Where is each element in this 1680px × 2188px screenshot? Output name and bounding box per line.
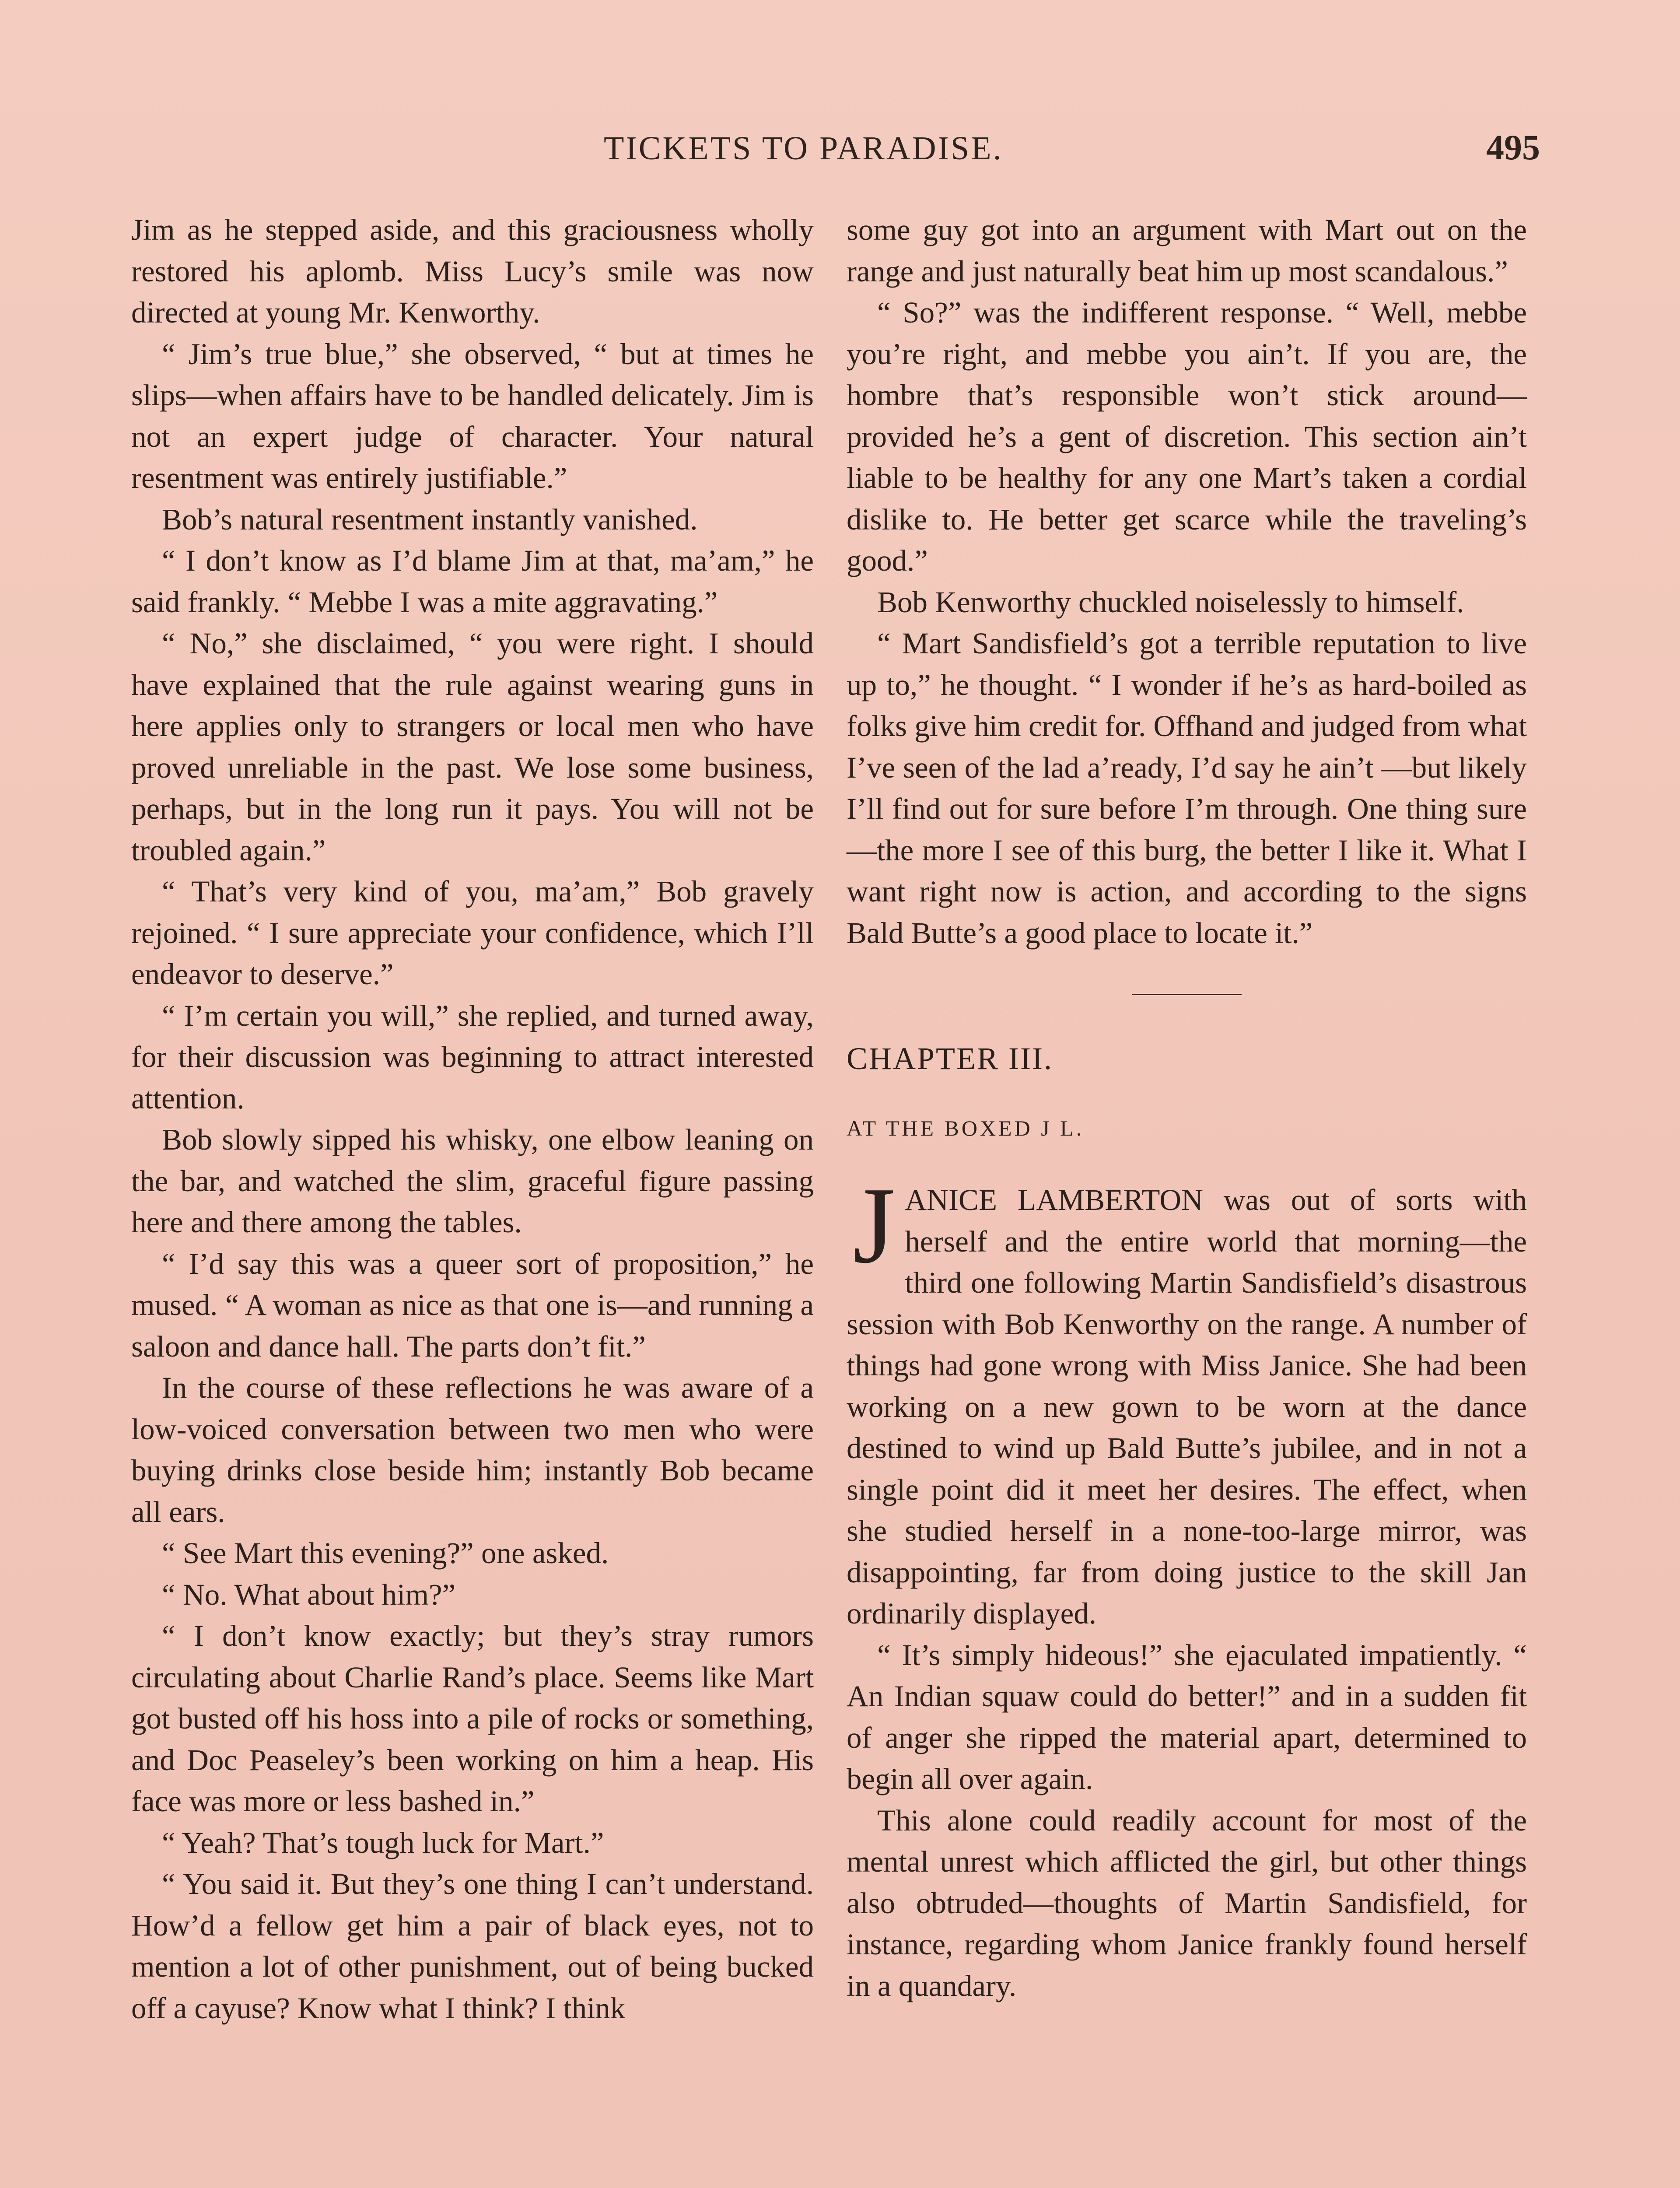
chapter-subtitle: AT THE BOXED J L. — [847, 1115, 1085, 1140]
paragraph: “ That’s very kind of you, ma’am,” Bob gravely rejoined. “ I sure appreciate your confidence, which I’ll endeavor to deserve.” — [131, 875, 814, 991]
section-divider — [1132, 994, 1242, 995]
paragraph: “ I don’t know as I’d blame Jim at that, ma’am,” he said frankly. “ Mebbe I was a mite aggravating.” — [131, 544, 814, 619]
paragraph: Bob’s natural resentment instantly vanished. — [162, 502, 698, 536]
paragraph: “ I’m certain you will,” she replied, and turned away, for their discussion was beginning to attract interested attention. — [131, 999, 814, 1115]
chapter-opening-paragraph — [847, 1165, 1527, 1634]
paragraph: “ I don’t know exactly; but they’s stray rumors circulating about Charlie Rand’s place. Seems like Mart got busted off his hoss into a pile of rocks or something, and Doc Peaseley’s been working on him a heap. His face was more or less bashed in.” — [131, 1619, 814, 1818]
paragraph: “ It’s simply hideous!” she ejaculated impatiently. “ An Indian squaw could do better!” and in a sudden fit of anger she ripped the material apart, determined to begin all over again. — [847, 1638, 1527, 1795]
paragraph: “ No. What about him?” — [162, 1578, 456, 1611]
left-column — [131, 209, 814, 2188]
chapter-title: CHAPTER III. — [847, 1041, 1053, 1076]
drop-cap: J — [853, 1165, 896, 1286]
paragraph-text: ANICE LAMBERTON was out of sorts with herself and the entire world that morning—the third one following Martin Sandisfield’s disastrous session with Bob Kenworthy on the range. A number of things had gone wrong with Miss Janice. She had been working on a new gown to be worn at the dance destined to wind up Bald Butte’s jubilee, and in not a single point did it meet her desires. The effect, when she studied herself in a none-too-large mirror, was disappointing, far from doing justice to the skill Jan ordinarily displayed. — [847, 1183, 1527, 1630]
paragraph: This alone could readily account for most of the mental unrest which afflicted the girl, but other things also obtruded—thoughts of Martin Sandisfield, for instance, regarding whom Janice frankly found herself in a quandary. — [847, 1803, 1527, 2002]
paragraph: In the course of these reflections he was aware of a low-voiced conversation between two men who were buying drinks close beside him; instantly Bob became all ears. — [131, 1371, 814, 1529]
right-column — [847, 209, 1527, 2188]
paragraph: “ So?” was the indifferent response. “ Well, mebbe you’re right, and mebbe you ain’t. If you are, the hombre that’s responsible won’t stick around—provided he’s a gent of discretion. This section ain’t liable to be healthy for any one Mart’s taken a cordial dislike to. He better get scarce while the traveling’s good.” — [847, 296, 1527, 577]
paragraph: Jim as he stepped aside, and this graciousness wholly restored his aplomb. Miss Lucy’s smile was now directed at young Mr. Kenworthy. — [131, 213, 814, 329]
paragraph: Bob Kenworthy chuckled noiselessly to himself. — [877, 585, 1464, 619]
paragraph: “ Yeah? That’s tough luck for Mart.” — [162, 1826, 604, 1859]
paragraph: “ Mart Sandisfield’s got a terrible reputation to live up to,” he thought. “ I wonder if he’s as hard-boiled as folks give him credit for. Offhand and judged from what I’ve seen of the lad a’ready, I’d say he ain’t —but likely I’ll find out for sure before I’m through. One thing sure—the more I see of this burg, the better I like it. What I want right now is action, and according to the signs Bald Butte’s a good place to locate it.” — [847, 627, 1527, 950]
paragraph: “ See Mart this evening?” one asked. — [162, 1536, 609, 1570]
paragraph: “ I’d say this was a queer sort of proposition,” he mused. “ A woman as nice as that one is—and running a saloon and dance hall. The parts don’t fit.” — [131, 1247, 814, 1363]
paragraph: “ Jim’s true blue,” she observed, “ but at times he slips—when affairs have to be handled delicately. Jim is not an expert judge of character. Your natural resentment was entirely justifiable.” — [131, 337, 814, 494]
paragraph: Bob slowly sipped his whisky, one elbow leaning on the bar, and watched the slim, graceful figure passing here and there among the tables. — [131, 1123, 814, 1239]
page-number: 495 — [1486, 127, 1540, 167]
paragraph: some guy got into an argument with Mart out on the range and just naturally beat him up most scandalous.” — [847, 213, 1527, 288]
paragraph: “ You said it. But they’s one thing I can’t understand. How’d a fellow get him a pair of black eyes, not to mention a lot of other punishment, out of being bucked off a cayuse? Know what I think? I think — [131, 1867, 814, 2025]
paragraph: “ No,” she disclaimed, “ you were right. I should have explained that the rule against wearing guns in here applies only to strangers or local men who have proved unreliable in the past. We lose some business, perhaps, but in the long run it pays. You will not be troubled again.” — [131, 627, 814, 867]
running-title: TICKETS TO PARADISE. — [604, 130, 1003, 167]
